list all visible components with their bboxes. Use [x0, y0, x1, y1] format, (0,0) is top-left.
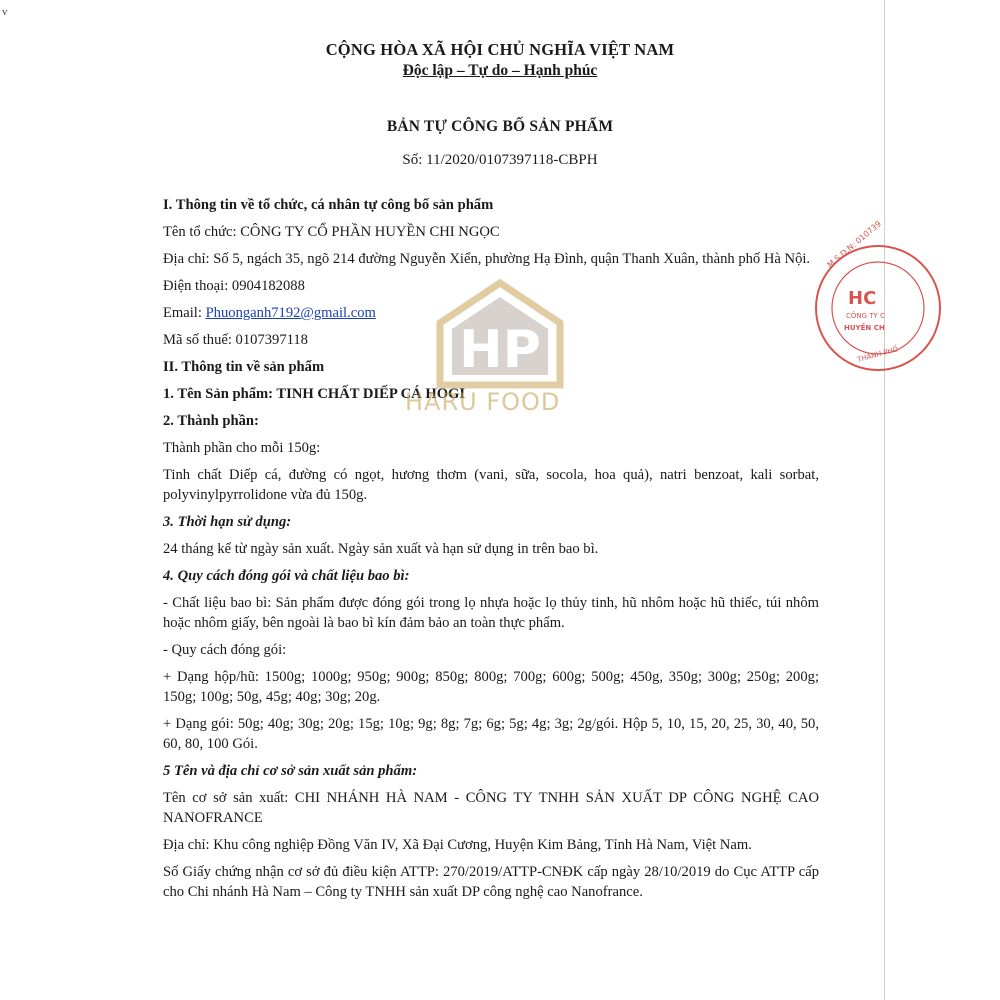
stamp-line1: CÔNG TY C [846, 312, 885, 320]
section2-heading: II. Thông tin về sản phẩm [163, 359, 325, 375]
shelf-life-heading: 3. Thời hạn sử dụng: [163, 514, 292, 530]
email-label: Email: [163, 305, 206, 321]
packaging-material: - Chất liệu bao bì: Sản phẩm được đóng gói trong lọ nhựa hoặc lọ thủy tinh, hũ nhôm hoặc hũ thiếc, túi nhôm hoặc nhôm giấy, bên ngoài là bao bì kín đảm bảo an toàn thực phẩm. [163, 595, 819, 631]
org-name: Tên tổ chức: CÔNG TY CỔ PHẦN HUYỀN CHI NGỌC [163, 224, 500, 240]
packaging-spec: - Quy cách đóng gói: [163, 642, 287, 658]
manufacturer-heading: 5 Tên và địa chỉ cơ sở sản xuất sản phẩm: [163, 763, 418, 779]
document-body [163, 195, 819, 909]
stamp-center: HC [848, 288, 877, 309]
corner-mark: v [2, 6, 8, 18]
packaging-box: + Dạng hộp/hũ: 1500g; 1000g; 950g; 900g; 850g; 800g; 700g; 600g; 500g; 450g, 350g; 300g; 250g; 200g; 150g; 100g; 50g, 45g; 40g; 30g; 20g. [163, 669, 819, 705]
country-heading: CỘNG HÒA XÃ HỘI CHỦ NGHĨA VIỆT NAM [325, 40, 675, 59]
company-stamp [808, 219, 900, 378]
packaging-sachet: + Dạng gói: 50g; 40g; 30g; 20g; 15g; 10g; 9g; 8g; 7g; 6g; 5g; 4g; 3g; 2g/gói. Hộp 5, 10, 15, 20, 25, 30, 40, 50, 60, 80, 100 Gói. [163, 716, 819, 752]
ingredients-text: Tinh chất Diếp cá, đường có ngọt, hương thơm (vani, sữa, socola, hoa quả), natri benzoat, kali sorbat, polyvinylpyrrolidone vừa đủ 150g. [163, 467, 819, 503]
product-name: 1. Tên Sản phẩm: TINH CHẤT DIẾP CÁ HOGI [163, 386, 466, 402]
org-address: Địa chỉ: Số 5, ngách 35, ngõ 214 đường Nguyễn Xiển, phường Hạ Đình, quận Thanh Xuân, thành phố Hà Nội. [163, 251, 811, 267]
document-number: Số: 11/2020/0107397118-CBPH [402, 152, 598, 168]
manufacturer-address: Địa chỉ: Khu công nghiệp Đồng Văn IV, Xã Đại Cương, Huyện Kim Bảng, Tỉnh Hà Nam, Việt Nam. [163, 837, 752, 853]
watermark-letters: HP [459, 320, 541, 380]
manufacturer-certificate: Số Giấy chứng nhận cơ sở đủ điều kiện ATTP: 270/2019/ATTP-CNĐK cấp ngày 28/10/2019 do Cục ATTP cấp cho Chi nhánh Hà Nam – Công ty TNHH sản xuất DP công nghệ cao Nanofrance. [163, 864, 819, 900]
motto [160, 62, 840, 80]
section1-heading: I. Thông tin về tổ chức, cá nhân tự công bố sản phẩm [163, 197, 494, 213]
manufacturer-name: Tên cơ sở sản xuất: CHI NHÁNH HÀ NAM - CÔNG TY TNHH SẢN XUẤT DP CÔNG NGHỆ CAO NANOFRANCE [163, 790, 819, 826]
motto-text: Độc lập – Tự do – Hạnh phúc [402, 62, 598, 79]
ingredients-per: Thành phần cho mỗi 150g: [163, 440, 321, 456]
org-phone: Điện thoại: 0904182088 [163, 278, 305, 294]
document-title: BẢN TỰ CÔNG BỐ SẢN PHẨM [386, 118, 614, 135]
packaging-heading: 4. Quy cách đóng gói và chất liệu bao bì: [163, 568, 410, 584]
ingredients-heading: 2. Thành phần: [163, 413, 259, 429]
stamp-ring-text: M.S.D.N: 010739 [825, 219, 884, 270]
watermark-brand: HARU FOOD [405, 388, 561, 416]
shelf-life-text: 24 tháng kể từ ngày sản xuất. Ngày sản xuất và hạn sử dụng in trên bao bì. [163, 541, 599, 557]
org-tax: Mã số thuế: 0107397118 [163, 332, 308, 348]
stamp-line2: HUYỀN CH [844, 324, 885, 332]
org-email [163, 303, 819, 323]
stamp-bottom: THÀNH PHỐ [856, 345, 900, 364]
email-link[interactable]: Phuonganh7192@gmail.com [205, 305, 376, 321]
